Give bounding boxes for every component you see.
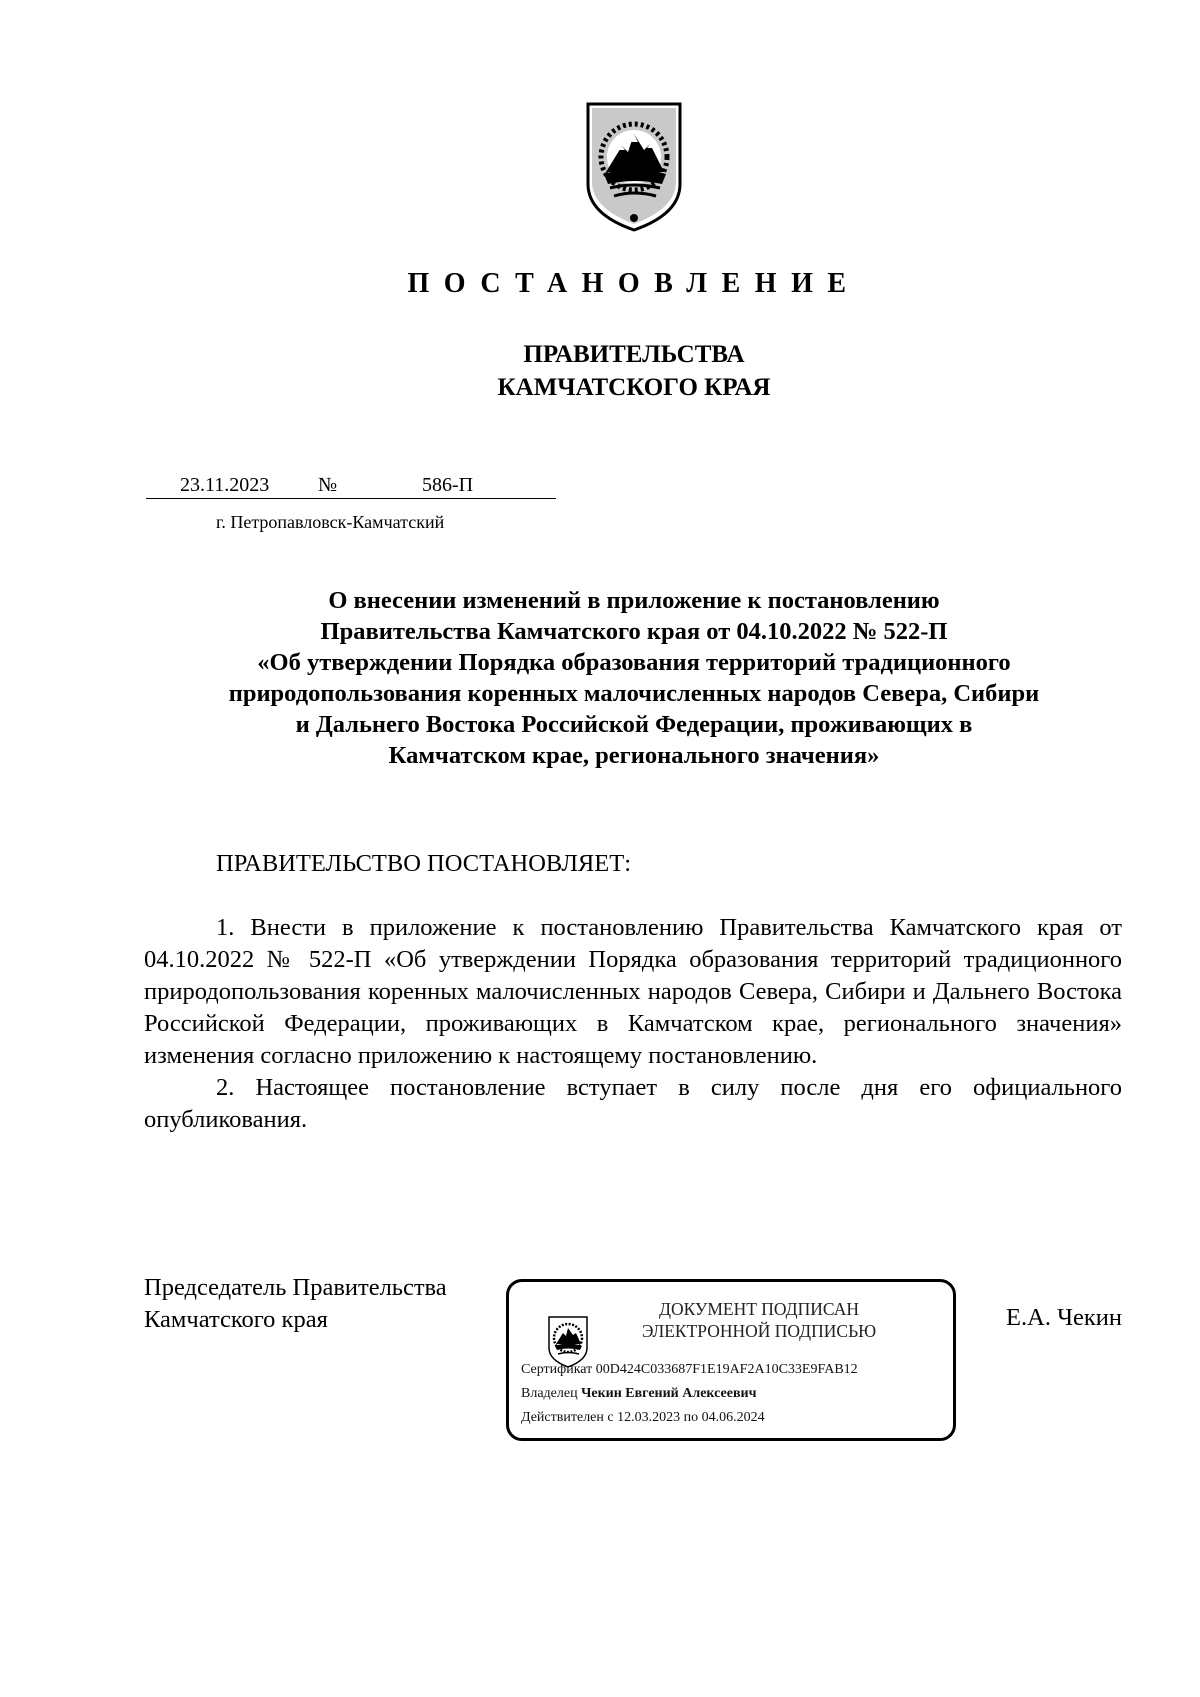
valid-from: 12.03.2023 [617,1410,681,1425]
resolves-statement: ПРАВИТЕЛЬСТВО ПОСТАНОВЛЯЕТ: [216,850,632,877]
paragraph-1: 1. Внести в приложение к постановлению Правительства Камчатского края от 04.10.2022 № 522-П «Об утверждении Порядка образования территорий традиционного природопользования коренных малочисленных народов Севера, Сибири и Дальнего Востока Российской Федерации, проживающих в Камчатском крае, регионального значения» изменения согласно приложению к настоящему постановлению. [144,914,1122,1069]
signer-position-line-1: Председатель Правительства [144,1274,447,1301]
certificate-label: Сертификат [521,1362,593,1377]
owner-value: Чекин Евгений Алексеевич [581,1386,757,1401]
stamp-validity-row [521,1410,765,1426]
stamp-emblem-icon [547,1316,589,1368]
coat-of-arms-icon [582,102,686,232]
heading-line: О внесении изменений в приложение к постановлению [328,587,940,614]
signer-position [144,1272,447,1336]
issuing-authority [0,338,1200,404]
certificate-value: 00D424C033687F1E19AF2A10C33E9FAB12 [595,1362,858,1377]
stamp-owner-row [521,1386,756,1402]
body-text [144,912,1122,1136]
valid-from-label: с [607,1410,614,1425]
stamp-certificate-row [521,1362,858,1378]
document-number: 586-П [422,474,474,496]
heading-line: природопользования коренных малочисленных народов Севера, Сибири [228,680,1040,707]
valid-to: 04.06.2024 [701,1410,765,1425]
place-of-issue: г. Петропавловск-Камчатский [216,512,445,532]
date-underline [146,498,364,499]
valid-to-label: по [683,1410,699,1425]
heading-line: и Дальнего Востока Российской Федерации, проживающих в [295,711,973,738]
electronic-signature-stamp [506,1279,956,1441]
heading-line: Правительства Камчатского края от 04.10.2022 № 522-П [320,618,948,645]
heading-line: «Об утверждении Порядка образования территорий традиционного [257,649,1011,676]
signer-position-line-2: Камчатского края [144,1306,328,1333]
stamp-title-line-1: ДОКУМЕНТ ПОДПИСАН [659,1299,859,1319]
number-underline [342,498,556,499]
document-date: 23.11.2023 [180,474,270,496]
authority-line-1: ПРАВИТЕЛЬСТВА [523,341,745,368]
document-type-title: ПОСТАНОВЛЕНИЕ [407,268,861,299]
registration-line [146,474,556,504]
document-heading [150,585,1118,771]
stamp-title-line-2: ЭЛЕКТРОННОЙ ПОДПИСЬЮ [641,1321,877,1341]
number-sign: № [318,474,338,496]
valid-label: Действителен [521,1410,604,1425]
paragraph-2: 2. Настоящее постановление вступает в силу после дня его официального опубликования. [144,1074,1122,1133]
signer-name: Е.А. Чекин [1006,1304,1122,1331]
authority-line-2: КАМЧАТСКОГО КРАЯ [497,374,771,401]
stamp-title [609,1298,909,1342]
heading-line: Камчатском крае, регионального значения» [388,742,880,769]
owner-label: Владелец [521,1386,578,1401]
